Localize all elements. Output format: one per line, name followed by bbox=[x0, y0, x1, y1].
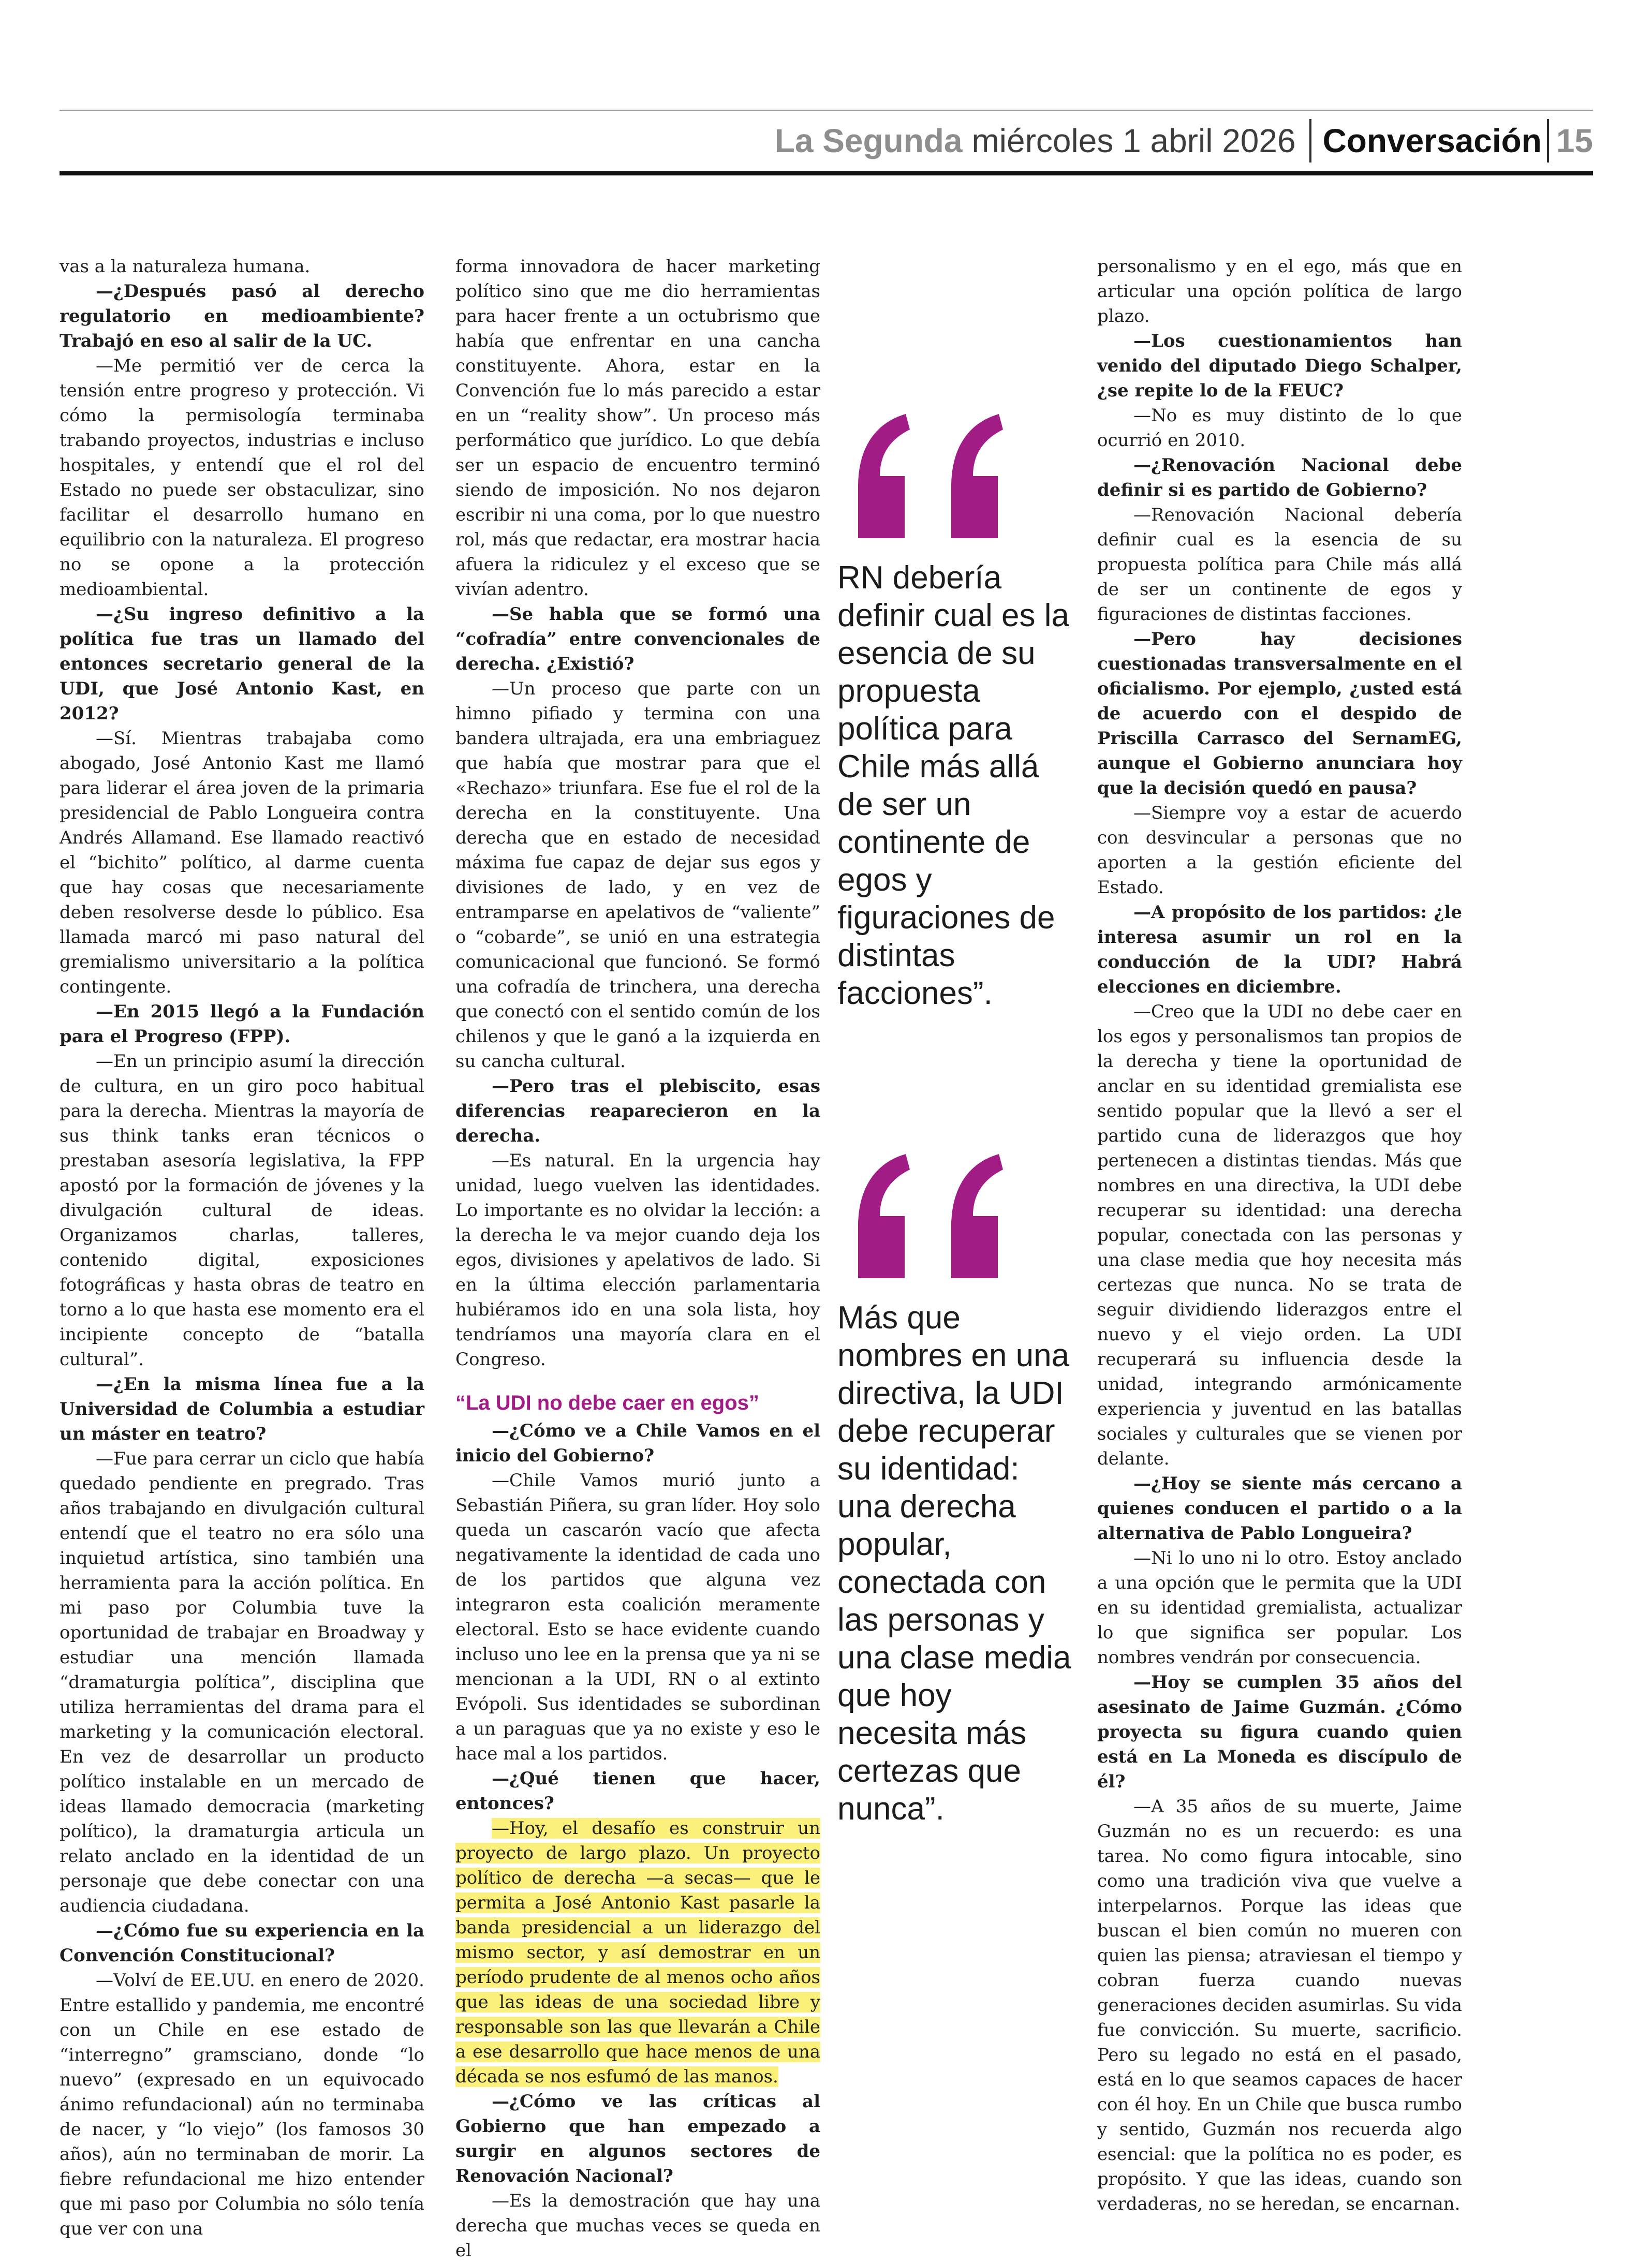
pull-quote-text: Más que nombres en una directiva, la UDI debe recuperar su identidad: una derecha popular, conectada con las personas y una clase media que hoy necesita más certezas que nunca”. bbox=[837, 1300, 1071, 1827]
interview-question: —Pero tras el plebiscito, esas diferencias reaparecieron en la derecha. bbox=[455, 1076, 820, 1146]
interview-answer: —Es la demostración que hay una derecha que muchas veces se queda en el bbox=[455, 2191, 820, 2261]
interview-answer: —En un principio asumí la dirección de cultura, en un giro poco habitual para la derecha. Mientras la mayoría de sus think tanks eran técnicos o prestaban asesoría legislativa, la FPP apostó por la formación de jóvenes y la divulgación cultural de ideas. Organizamos charlas, talleres, contenido digital, exposiciones fotográficas y hasta obras de teatro en torno a lo que hasta ese momento era el incipiente concepto de “batalla cultural”. bbox=[60, 1051, 424, 1370]
paragraph: vas a la naturaleza humana. bbox=[60, 256, 311, 277]
issue-date: miércoles 1 abril 2026 bbox=[971, 122, 1296, 159]
interview-question: —¿Renovación Nacional debe definir si es partido de Gobierno? bbox=[1097, 455, 1462, 500]
newspaper-name: La Segunda bbox=[774, 122, 963, 159]
interview-question: —¿Después pasó al derecho regulatorio en medioambiente? Trabajó en eso al salir de la UC. bbox=[60, 281, 424, 351]
page-number: 15 bbox=[1556, 122, 1593, 159]
interview-answer: —A 35 años de su muerte, Jaime Guzmán no es un recuerdo: es una tarea. No como figura intocable, sino como una tradición viva que vuelve a interpelarnos. Porque las ideas que buscan el bien común no mueren con quien las piensa; atraviesan el tiempo y cobran fuerza cuando nuevas generaciones deciden asumirlas. Su vida fue convicción. Su muerte, sacrificio. Pero su legado no está en el pasado, está en lo que seamos capaces de hacer con él hoy. En un Chile que busca rumbo y sentido, Guzmán nos recuerda algo esencial: que la política no es poder, es propósito. Y que las ideas, cuando son verdaderas, no se heredan, se encarnan. bbox=[1097, 1796, 1462, 2214]
article-column-2 bbox=[455, 254, 820, 2263]
article-column-1 bbox=[60, 254, 424, 2241]
header-rule bbox=[60, 171, 1593, 175]
pull-quote bbox=[837, 414, 1075, 1012]
interview-question: —Pero hay decisiones cuestionadas transversalmente en el oficialismo. Por ejemplo, ¿usted está de acuerdo con el despido de Priscilla Carrasco del SernamEG, aunque el Gobierno anunciara hoy que la decisión quedó en pausa? bbox=[1097, 629, 1462, 798]
interview-answer: —Chile Vamos murió junto a Sebastián Piñera, su gran líder. Hoy solo queda un cascarón vacío que afecta negativamente la identidad de cada uno de los partidos que alguna vez integraron esta coalición meramente electoral. Esto se hace evidente cuando incluso uno lee en la prensa que ya ni se mencionan a la UDI, RN o al extinto Evópoli. Sus identidades se subordinan a un paraguas que ya no existe y eso le hace mal a los partidos. bbox=[455, 1470, 820, 1764]
text-highlight: —Hoy, el desafío es construir un proyecto de largo plazo. Un proyecto político de derecha —a secas— que le permita a José Antonio Kast pasarle la banda presidencial a un liderazgo del mismo sector, y así demostrar en un período prudente de al menos ocho años que las ideas de una sociedad libre y responsable son las que llevarán a Chile a ese desarrollo que hace menos de una década se nos esfumó de las manos. bbox=[455, 1818, 820, 2087]
header-divider bbox=[1547, 119, 1549, 162]
article-column-4 bbox=[1097, 254, 1462, 2216]
highlighted-answer bbox=[455, 1816, 820, 2089]
interview-answer: —No es muy distinto de lo que ocurrió en 2010. bbox=[1097, 405, 1462, 451]
pull-quote bbox=[837, 1154, 1075, 1828]
interview-answer: —Un proceso que parte con un himno pifiado y termina con una bandera ultrajada, era una embriaguez que había que mostrar para que el «Rechazo» triunfara. Ese fue el rol de la derecha en la constituyente. Una derecha que en estado de necesidad máxima fue capaz de dejar sus egos y divisiones de lado, y en vez de entramparse en apelativos de “valiente” o “cobarde”, se unió en una estrategia comunicacional que funcionó. Se formó una cofradía de trinchera, una derecha que conectó con el sentido común de los chilenos y que le ganó a la izquierda en su cancha cultural. bbox=[455, 678, 820, 1072]
interview-answer: —Renovación Nacional debería definir cual es la esencia de su propuesta política para Chile más allá de ser un continente de egos y figuraciones de distintas facciones. bbox=[1097, 505, 1462, 625]
interview-answer: —Volví de EE.UU. en enero de 2020. Entre estallido y pandemia, me encontré con un Chile en ese estado de “interregno” gramsciano, donde “lo nuevo” (expresado en un equivocado ánimo refundacional) aún no terminaba de nacer, y “lo viejo” (los famosos 30 años), aún no terminaban de morir. La fiebre refundacional me hizo entender que mi paso por Columbia no sólo tenía que ver con una bbox=[60, 1970, 424, 2239]
interview-answer: —Siempre voy a estar de acuerdo con desvincular a personas que no aporten a la gestión eficiente del Estado. bbox=[1097, 803, 1462, 898]
interview-question: —En 2015 llegó a la Fundación para el Progreso (FPP). bbox=[60, 1001, 424, 1047]
interview-answer: —Fue para cerrar un ciclo que había quedado pendiente en pregrado. Tras años trabajando en divulgación cultural entendí que el teatro no era sólo una inquietud artística, sino también una herramienta para la acción política. En mi paso por Columbia tuve la oportunidad de trabajar en Broadway y estudiar una mención llamada “dramaturgia política”, disciplina que utiliza herramientas del drama para el marketing y la comunicación electoral. En vez de desarrollar un producto político instalable en un mercado de ideas llamado democracia (marketing político), la dramaturgia articula un relato anclado en la identidad de un personaje que debe conectar con una audiencia ciudadana. bbox=[60, 1448, 424, 1916]
section-subheading: “La UDI no debe caer en egos” bbox=[455, 1392, 759, 1414]
interview-question: —A propósito de los partidos: ¿le interesa asumir un rol en la conducción de la UDI? Habrá elecciones en diciembre. bbox=[1097, 902, 1462, 997]
header-divider bbox=[1309, 119, 1311, 162]
interview-question: —Los cuestionamientos han venido del diputado Diego Schalper, ¿se repite lo de la FEUC? bbox=[1097, 331, 1462, 401]
interview-question: —¿Qué tienen que hacer, entonces? bbox=[455, 1768, 820, 1814]
interview-question: —¿Hoy se siente más cercano a quienes conducen el partido o a la alternativa de Pablo Longueira? bbox=[1097, 1473, 1462, 1544]
top-rule bbox=[60, 110, 1593, 111]
interview-question: —Hoy se cumplen 35 años del asesinato de Jaime Guzmán. ¿Cómo proyecta su figura cuando quien está en La Moneda es discípulo de él? bbox=[1097, 1672, 1462, 1792]
quote-mark-icon bbox=[837, 1154, 1044, 1278]
interview-question: —¿Cómo ve a Chile Vamos en el inicio del Gobierno? bbox=[455, 1421, 820, 1466]
interview-question: —¿Su ingreso definitivo a la política fue tras un llamado del entonces secretario general de la UDI, que José Antonio Kast, en 2012? bbox=[60, 604, 424, 724]
interview-question: —Se habla que se formó una “cofradía” entre convencionales de derecha. ¿Existió? bbox=[455, 604, 820, 674]
interview-answer: —Es natural. En la urgencia hay unidad, luego vuelven las identidades. Lo importante es no olvidar la lección: a la derecha le va mejor cuando deja los egos, divisiones y apelativos de lado. Si en la última elección parlamentaria hubiéramos ido en una sola lista, hoy tendríamos una mayoría clara en el Congreso. bbox=[455, 1150, 820, 1370]
interview-question: —¿Cómo fue su experiencia en la Convención Constitucional? bbox=[60, 1920, 424, 1966]
interview-answer: —Me permitió ver de cerca la tensión entre progreso y protección. Vi cómo la permisología terminaba trabando proyectos, industrias e incluso hospitales, y entendí que el rol del Estado no puede ser obstaculizar, sino facilitar el desarrollo humano en equilibrio con la naturaleza. El progreso no se opone a la protección medioambiental. bbox=[60, 356, 424, 600]
paragraph: forma innovadora de hacer marketing político sino que me dio herramientas para hacer frente a un octubrismo que había que enfrentar en una cancha constituyente. Ahora, estar en la Convención fue lo más parecido a estar en un “reality show”. Un proceso más performático que jurídico. Lo que debía ser un espacio de encuentro terminó siendo de imposición. No nos dejaron escribir ni una coma, por lo que nuestro rol, más que redactar, era mostrar hacia afuera la ridiculez y el exceso que se vivían adentro. bbox=[455, 256, 820, 600]
paragraph: personalismo y en el ego, más que en articular una opción política de largo plazo. bbox=[1097, 256, 1462, 327]
interview-answer: —Sí. Mientras trabajaba como abogado, José Antonio Kast me llamó para liderar el área joven de la primaria presidencial de Pablo Longueira contra Andrés Allamand. Ese llamado reactivó el “bichito” político, al darme cuenta que hay cosas que necesariamente deben resolverse desde lo público. Esa llamada marcó mi paso natural del gremialismo universitario a la política contingente. bbox=[60, 728, 424, 997]
interview-answer: —Creo que la UDI no debe caer en los egos y personalismos tan propios de la derecha y tiene la oportunidad de anclar en su identidad gremialista ese sentido popular que la llevó a ser el partido cuna de liderazgos que hoy pertenecen a distintas tiendas. Más que nombres en una directiva, la UDI debe recuperar su identidad: una derecha popular, conectada con las personas y una clase media que hoy necesita más certezas que nunca. No se trata de seguir dividiendo liderazgos entre el nuevo y el viejo orden. La UDI recuperará su influencia desde la unidad, integrando armónicamente experiencia y juventud en las batallas sociales y culturales que se vienen por delante. bbox=[1097, 1001, 1462, 1469]
section-name: Conversación bbox=[1322, 122, 1542, 159]
quote-mark-icon bbox=[837, 414, 1044, 538]
interview-question: —¿En la misma línea fue a la Universidad de Columbia a estudiar un máster en teatro? bbox=[60, 1374, 424, 1444]
interview-question: —¿Cómo ve las críticas al Gobierno que han empezado a surgir en algunos sectores de Renovación Nacional? bbox=[455, 2091, 820, 2186]
page-header bbox=[60, 115, 1593, 167]
interview-answer: —Ni lo uno ni lo otro. Estoy anclado a una opción que le permita que la UDI en su identidad gremialista, actualizar lo que significa ser popular. Los nombres vendrán por consecuencia. bbox=[1097, 1548, 1462, 1668]
pull-quote-text: RN debería definir cual es la esencia de su propuesta política para Chile más allá de ser un continente de egos y figuraciones de distintas facciones”. bbox=[837, 560, 1070, 1011]
